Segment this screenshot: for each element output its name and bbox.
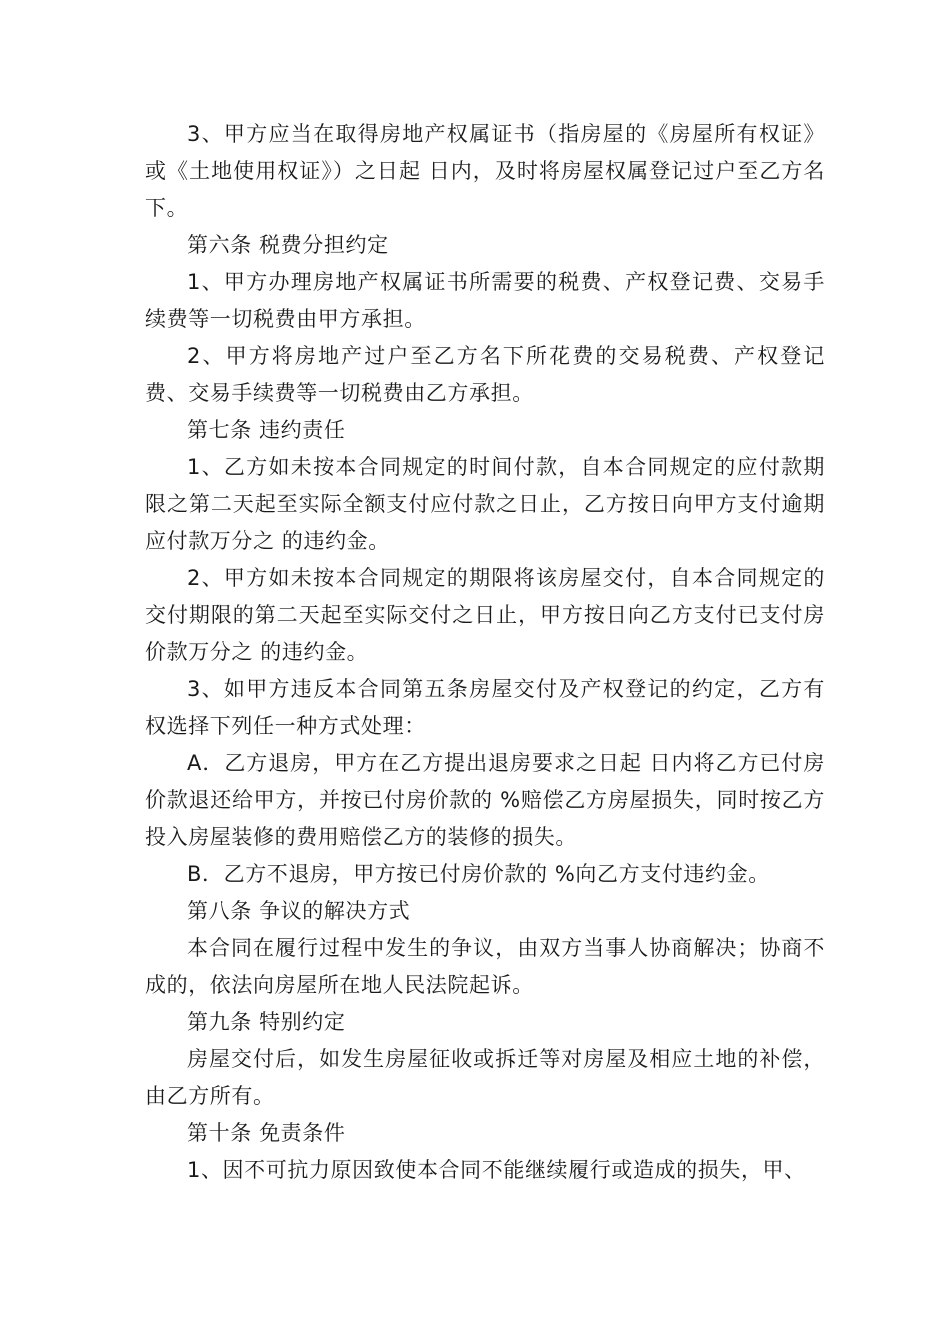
- heading-article-6: 第六条 税费分担约定: [187, 233, 389, 257]
- heading-article-8: 第八条 争议的解决方式: [187, 899, 411, 923]
- paragraph-article-8: 本合同在履行过程中发生的争议，由双方当事人协商解决；协商不成的，依法向房屋所在地人民法院起诉。: [145, 936, 825, 997]
- heading-article-9: 第九条 特别约定: [187, 1010, 346, 1034]
- paragraph-clause-7-3: 3、如甲方违反本合同第五条房屋交付及产权登记的约定，乙方有权选择下列任一种方式处理：: [145, 677, 825, 738]
- paragraph-clause-5-3: 3、甲方应当在取得房地产权属证书（指房屋的《房屋所有权证》或《土地使用权证》）之日起 日内，及时将房屋权属登记过户至乙方名下。: [145, 122, 825, 220]
- paragraph-clause-7-1: 1、乙方如未按本合同规定的时间付款，自本合同规定的应付款期限之第二天起至实际全额支付应付款之日止，乙方按日向甲方支付逾期应付款万分之 的违约金。: [145, 455, 825, 553]
- paragraph-clause-6-2: 2、甲方将房地产过户至乙方名下所花费的交易税费、产权登记费、交易手续费等一切税费由乙方承担。: [145, 344, 825, 405]
- heading-article-10: 第十条 免责条件: [187, 1121, 346, 1145]
- paragraph-clause-10-1: 1、因不可抗力原因致使本合同不能继续履行或造成的损失，甲、: [187, 1158, 806, 1182]
- paragraph-article-9: 房屋交付后，如发生房屋征收或拆迁等对房屋及相应土地的补偿，由乙方所有。: [145, 1047, 825, 1108]
- paragraph-clause-6-1: 1、甲方办理房地产权属证书所需要的税费、产权登记费、交易手续费等一切税费由甲方承担。: [145, 270, 825, 331]
- heading-article-7: 第七条 违约责任: [187, 418, 346, 442]
- document-body: [145, 116, 825, 1189]
- paragraph-clause-7-2: 2、甲方如未按本合同规定的期限将该房屋交付，自本合同规定的交付期限的第二天起至实际交付之日止，甲方按日向乙方支付已支付房价款万分之 的违约金。: [145, 566, 825, 664]
- paragraph-clause-7-3-b: B．乙方不退房，甲方按已付房价款的 %向乙方支付违约金。: [187, 862, 770, 886]
- paragraph-clause-7-3-a: A．乙方退房，甲方在乙方提出退房要求之日起 日内将乙方已付房价款退还给甲方，并按已付房价款的 %赔偿乙方房屋损失，同时按乙方投入房屋装修的费用赔偿乙方的装修的损失。: [145, 751, 825, 849]
